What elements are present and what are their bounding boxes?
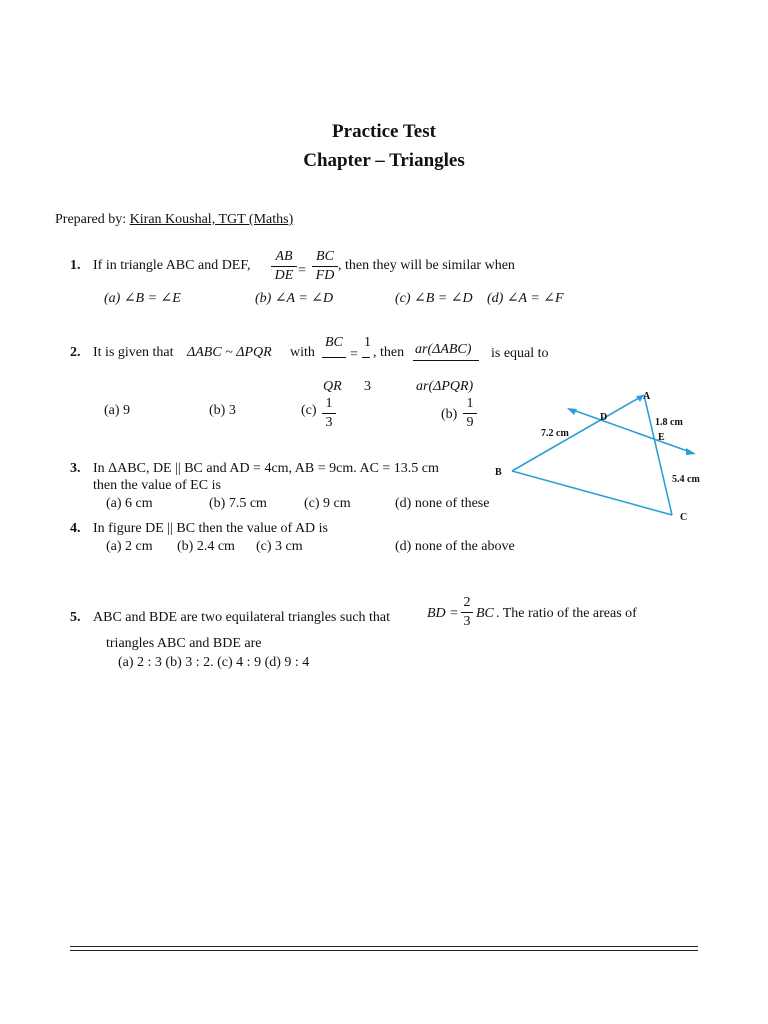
footer-rule-top xyxy=(70,946,698,947)
q3-option-c: (c) 9 cm xyxy=(304,496,351,511)
q2-ratio-one: 1 xyxy=(364,335,371,350)
q2-opt-c-den: 3 xyxy=(325,415,333,430)
q2-opt-d-den: 9 xyxy=(466,415,474,430)
q5-text-after: . The ratio of the areas of xyxy=(496,606,637,621)
q1-option-b: (b) ∠A = ∠D xyxy=(255,291,334,306)
q2-similarity: ΔABC ~ ΔPQR xyxy=(187,345,272,360)
q1-equals: = xyxy=(298,263,306,278)
q2-option-c-fraction xyxy=(322,396,336,431)
q3-option-b: (b) 7.5 cm xyxy=(209,496,267,511)
q2-ratio-den: QR xyxy=(323,379,342,394)
prepared-by xyxy=(55,212,293,228)
q2-area-ratio-den: ar(ΔPQR) xyxy=(416,379,474,394)
q5-text: ABC and BDE are two equilateral triangles such that xyxy=(93,610,391,625)
q2-option-d: (b) xyxy=(441,407,458,422)
arrow-e xyxy=(686,448,696,455)
q2-ratio-three: 3 xyxy=(364,379,371,394)
q1-frac1-num: AB xyxy=(275,249,293,264)
q5-frac-den: 3 xyxy=(463,614,471,629)
page-title: Practice Test xyxy=(332,121,436,142)
q1-text: If in triangle ABC and DEF, xyxy=(93,258,251,273)
q2-option-a: (a) 9 xyxy=(104,403,131,418)
q1-option-c: (c) ∠B = ∠D xyxy=(395,291,473,306)
q2-number: 2. xyxy=(70,345,81,360)
length-ec: 5.4 cm xyxy=(672,474,700,485)
q2-ratio-bar xyxy=(322,357,346,358)
q2-area-ratio-num: ar(ΔABC) xyxy=(415,342,472,357)
q3-line2: then the value of EC is xyxy=(93,478,221,493)
arrow-d xyxy=(567,408,577,415)
q1-frac1-den: DE xyxy=(274,268,294,283)
label-b: B xyxy=(495,467,502,478)
q4-option-c: (c) 3 cm xyxy=(256,539,303,554)
length-bd: 7.2 cm xyxy=(541,428,569,439)
q3-line1: In ΔABC, DE || BC and AD = 4cm, AB = 9cm. AC = 13.5 cm xyxy=(93,461,439,476)
side-bc xyxy=(512,471,672,515)
label-c: C xyxy=(680,512,688,523)
q2-then: , then xyxy=(373,345,405,360)
q2-ratio-eq: = xyxy=(350,347,358,362)
q1-option-d: (d) ∠A = ∠F xyxy=(487,291,564,306)
q5-number: 5. xyxy=(70,610,81,625)
q2-with: with xyxy=(290,345,315,360)
q2-opt-c-num: 1 xyxy=(325,396,333,411)
triangle-figure xyxy=(490,385,715,530)
q5-bd-equals: BD = xyxy=(427,606,459,621)
q2-text: It is given that xyxy=(93,345,174,360)
q1-option-a: (a) ∠B = ∠E xyxy=(104,291,181,306)
q2-area-ratio-bar xyxy=(413,360,479,361)
q1-fraction-ab-de xyxy=(271,249,297,284)
q3-number: 3. xyxy=(70,461,81,476)
q2-is-equal-to: is equal to xyxy=(491,346,549,361)
q4-option-d: (d) none of the above xyxy=(395,539,515,554)
author-name: Kiran Koushal, TGT (Maths) xyxy=(129,212,294,227)
q1-fraction-bc-fd xyxy=(312,249,338,284)
q3-option-d: (d) none of these xyxy=(395,496,490,511)
label-a: A xyxy=(643,391,651,402)
q1-text-after: , then they will be similar when xyxy=(338,258,515,273)
q5-bc: BC xyxy=(476,606,494,621)
length-ae: 1.8 cm xyxy=(655,417,683,428)
q4-option-a: (a) 2 cm xyxy=(106,539,153,554)
side-ab xyxy=(512,395,644,471)
label-d: D xyxy=(600,412,608,423)
q4-line1: In figure DE || BC then the value of AD is xyxy=(93,521,329,536)
q4-number: 4. xyxy=(70,521,81,536)
q1-frac2-den: FD xyxy=(315,268,335,283)
q4-option-b: (b) 2.4 cm xyxy=(177,539,235,554)
q2-ratio-one-bar xyxy=(362,357,370,358)
chapter-subtitle: Chapter – Triangles xyxy=(303,150,465,171)
q2-option-c: (c) xyxy=(301,403,317,418)
q2-option-b: (b) 3 xyxy=(209,403,236,418)
footer-rule-bottom xyxy=(70,950,698,951)
q1-frac2-num: BC xyxy=(316,249,334,264)
q5-options: (a) 2 : 3 (b) 3 : 2. (c) 4 : 9 (d) 9 : 4 xyxy=(118,655,310,670)
q2-option-d-fraction xyxy=(463,396,477,431)
q2-ratio-num: BC xyxy=(325,335,343,350)
q5-frac-num: 2 xyxy=(463,595,471,610)
label-e: E xyxy=(658,432,665,443)
q3-option-a: (a) 6 cm xyxy=(106,496,153,511)
side-ac xyxy=(644,395,672,515)
prepared-label: Prepared by: xyxy=(55,212,127,227)
q1-number: 1. xyxy=(70,258,81,273)
q5-line2: triangles ABC and BDE are xyxy=(106,636,262,651)
q5-fraction xyxy=(461,595,473,630)
q2-opt-d-num: 1 xyxy=(466,396,474,411)
